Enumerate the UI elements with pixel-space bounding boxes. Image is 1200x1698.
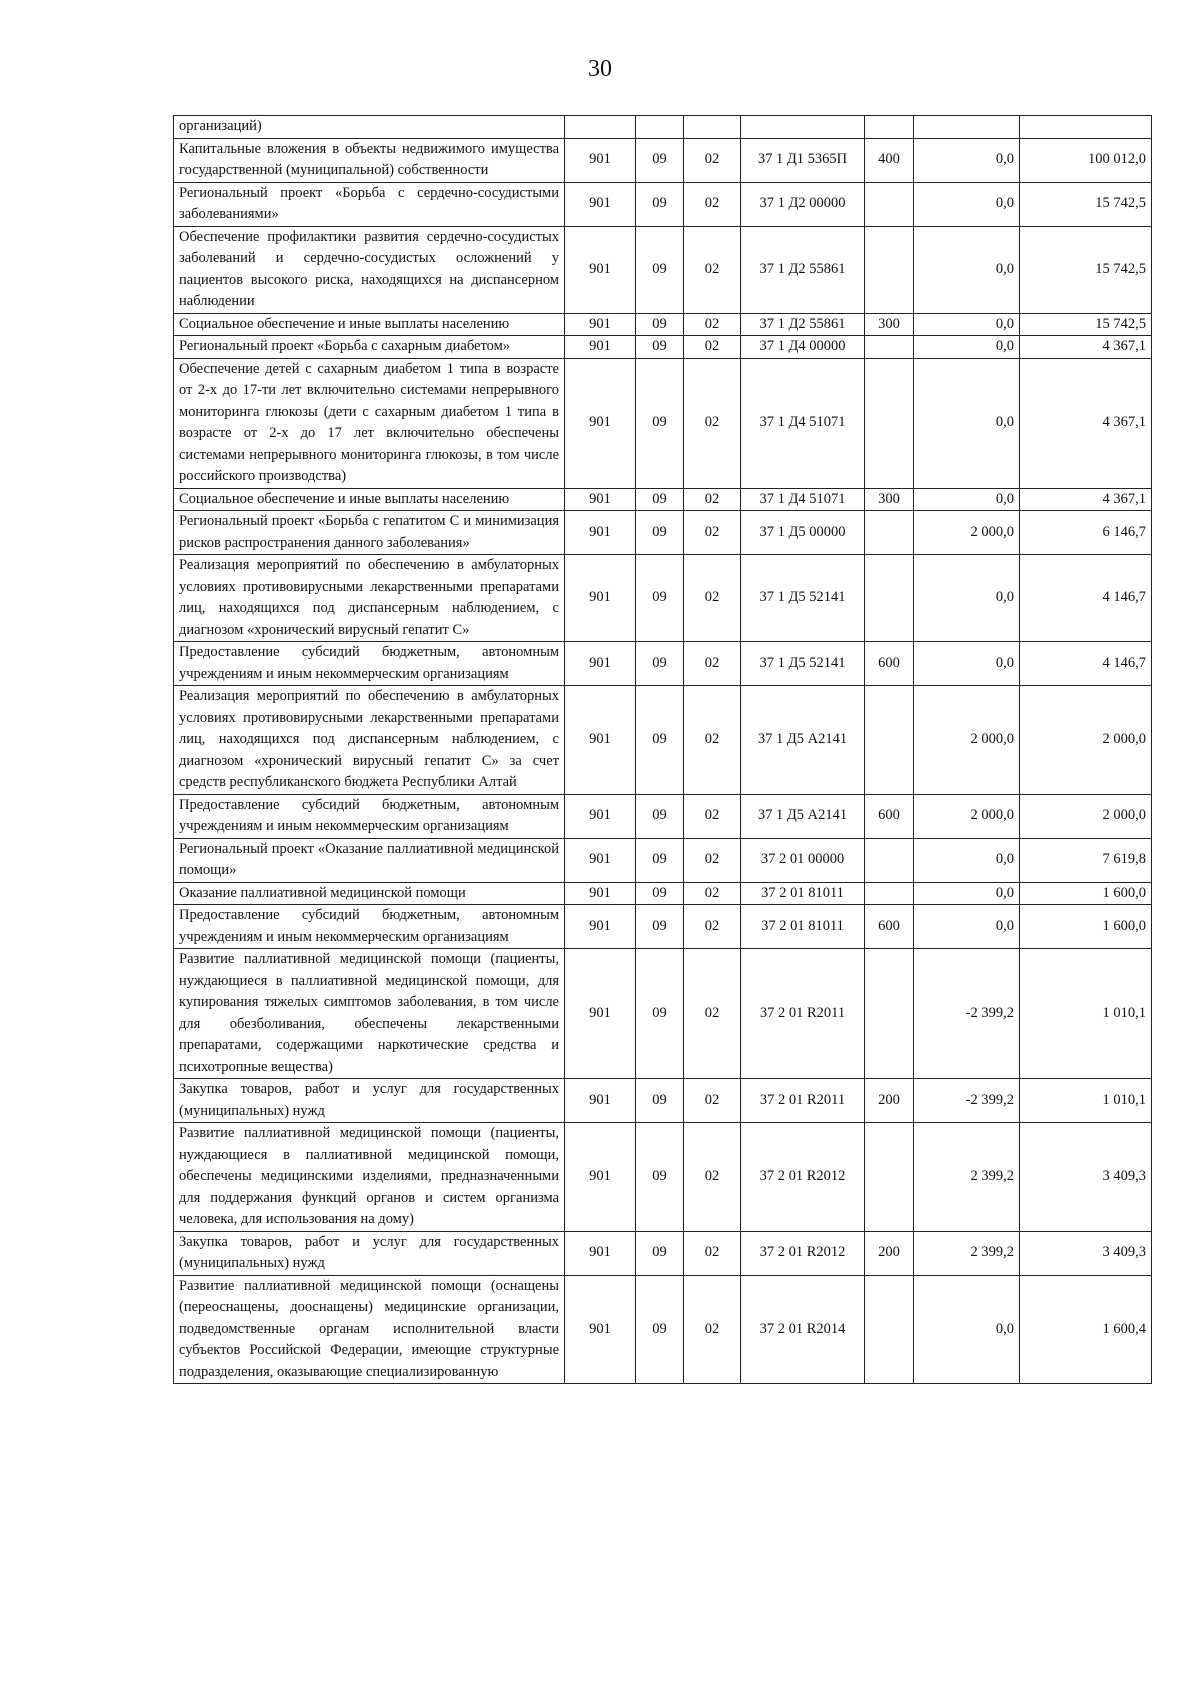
cell-target-article: 37 2 01 R2014: [741, 1275, 865, 1384]
cell-expense-type: [865, 1123, 914, 1232]
cell-section: 09: [636, 686, 684, 795]
cell-section: 09: [636, 1079, 684, 1123]
cell-amount-total: 1 010,1: [1020, 949, 1152, 1079]
cell-name: Социальное обеспечение и иные выплаты населению: [174, 313, 565, 336]
cell-subsection: 02: [684, 226, 741, 313]
cell-admin-code: 901: [565, 488, 636, 511]
cell-expense-type: [865, 511, 914, 555]
cell-target-article: 37 1 Д4 51071: [741, 488, 865, 511]
cell-amount-change: 0,0: [914, 138, 1020, 182]
cell-amount-total: 1 600,0: [1020, 882, 1152, 905]
table-row: [174, 905, 1152, 949]
cell-admin-code: 901: [565, 1275, 636, 1384]
cell-amount-change: 0,0: [914, 555, 1020, 642]
cell-subsection: [684, 116, 741, 139]
cell-admin-code: 901: [565, 838, 636, 882]
cell-expense-type: [865, 116, 914, 139]
cell-section: [636, 116, 684, 139]
cell-expense-type: 300: [865, 313, 914, 336]
cell-name: Обеспечение детей с сахарным диабетом 1 типа в возрасте от 2-х до 17-ти лет включительно системами непрерывного мониторинга глюкозы (дети с сахарным диабетом 1 типа в возрасте от 2-х до 17 лет включительно обеспечены системами непрерывного мониторинга глюкозы, в том числе российского производства): [174, 358, 565, 488]
cell-target-article: 37 1 Д5 А2141: [741, 686, 865, 795]
cell-admin-code: 901: [565, 905, 636, 949]
cell-section: 09: [636, 1123, 684, 1232]
cell-target-article: 37 2 01 81011: [741, 882, 865, 905]
cell-subsection: 02: [684, 882, 741, 905]
cell-name: Развитие паллиативной медицинской помощи (пациенты, нуждающиеся в паллиативной медицинской помощи, обеспечены медицинскими изделиями, предназначенными для поддержания функций органов и систем организма человека, для использования на дому): [174, 1123, 565, 1232]
cell-target-article: 37 1 Д2 00000: [741, 182, 865, 226]
cell-name: Капитальные вложения в объекты недвижимого имущества государственной (муниципальной) собственности: [174, 138, 565, 182]
cell-amount-total: 100 012,0: [1020, 138, 1152, 182]
cell-subsection: 02: [684, 511, 741, 555]
cell-subsection: 02: [684, 336, 741, 359]
table-body: [174, 116, 1152, 1384]
cell-amount-change: 0,0: [914, 488, 1020, 511]
table-row: [174, 1079, 1152, 1123]
table-row: [174, 182, 1152, 226]
cell-amount-total: 15 742,5: [1020, 226, 1152, 313]
cell-amount-change: 0,0: [914, 642, 1020, 686]
cell-amount-total: 3 409,3: [1020, 1231, 1152, 1275]
cell-target-article: 37 1 Д5 00000: [741, 511, 865, 555]
cell-amount-total: 15 742,5: [1020, 313, 1152, 336]
table-row: [174, 116, 1152, 139]
table-row: [174, 511, 1152, 555]
cell-admin-code: 901: [565, 1231, 636, 1275]
cell-amount-change: [914, 116, 1020, 139]
cell-subsection: 02: [684, 488, 741, 511]
cell-subsection: 02: [684, 686, 741, 795]
cell-name: Региональный проект «Оказание паллиативной медицинской помощи»: [174, 838, 565, 882]
cell-target-article: 37 2 01 R2011: [741, 1079, 865, 1123]
cell-admin-code: 901: [565, 882, 636, 905]
cell-amount-change: 2 000,0: [914, 686, 1020, 795]
cell-target-article: 37 1 Д4 51071: [741, 358, 865, 488]
cell-amount-total: 2 000,0: [1020, 686, 1152, 795]
cell-amount-change: 0,0: [914, 838, 1020, 882]
cell-subsection: 02: [684, 1275, 741, 1384]
cell-name: Развитие паллиативной медицинской помощи (оснащены (переоснащены, дооснащены) медицинские организации, подведомственные органам исполнительной власти субъектов Российской Федерации, имеющие структурные подразделения, оказывающие специализированную: [174, 1275, 565, 1384]
cell-subsection: 02: [684, 555, 741, 642]
cell-name: Обеспечение профилактики развития сердечно-сосудистых заболеваний и сердечно-сосудистых осложнений у пациентов высокого риска, находящихся на диспансерном наблюдении: [174, 226, 565, 313]
cell-amount-total: 15 742,5: [1020, 182, 1152, 226]
cell-target-article: 37 1 Д5 А2141: [741, 794, 865, 838]
cell-expense-type: [865, 1275, 914, 1384]
table-row: [174, 882, 1152, 905]
cell-target-article: 37 2 01 81011: [741, 905, 865, 949]
cell-section: 09: [636, 642, 684, 686]
cell-amount-change: 0,0: [914, 226, 1020, 313]
budget-table: [173, 115, 1152, 1384]
cell-expense-type: [865, 838, 914, 882]
cell-target-article: [741, 116, 865, 139]
cell-target-article: 37 1 Д2 55861: [741, 313, 865, 336]
cell-expense-type: 200: [865, 1231, 914, 1275]
cell-admin-code: 901: [565, 511, 636, 555]
cell-subsection: 02: [684, 1079, 741, 1123]
cell-subsection: 02: [684, 838, 741, 882]
cell-name: Региональный проект «Борьба с гепатитом С и минимизация рисков распространения данного заболевания»: [174, 511, 565, 555]
cell-section: 09: [636, 794, 684, 838]
cell-admin-code: 901: [565, 1123, 636, 1232]
cell-subsection: 02: [684, 1123, 741, 1232]
table-row: [174, 358, 1152, 488]
cell-admin-code: 901: [565, 1079, 636, 1123]
cell-admin-code: 901: [565, 336, 636, 359]
cell-amount-change: 2 399,2: [914, 1123, 1020, 1232]
table-row: [174, 686, 1152, 795]
cell-subsection: 02: [684, 182, 741, 226]
cell-target-article: 37 2 01 R2011: [741, 949, 865, 1079]
cell-amount-total: 3 409,3: [1020, 1123, 1152, 1232]
cell-name: Закупка товаров, работ и услуг для государственных (муниципальных) нужд: [174, 1079, 565, 1123]
cell-amount-change: 0,0: [914, 182, 1020, 226]
cell-admin-code: 901: [565, 138, 636, 182]
cell-amount-total: 1 600,0: [1020, 905, 1152, 949]
cell-amount-total: 1 600,4: [1020, 1275, 1152, 1384]
table-row: [174, 226, 1152, 313]
cell-admin-code: 901: [565, 949, 636, 1079]
table-row: [174, 488, 1152, 511]
table-row: [174, 138, 1152, 182]
cell-amount-total: 2 000,0: [1020, 794, 1152, 838]
cell-expense-type: 200: [865, 1079, 914, 1123]
cell-target-article: 37 2 01 R2012: [741, 1231, 865, 1275]
cell-expense-type: 300: [865, 488, 914, 511]
cell-expense-type: 400: [865, 138, 914, 182]
cell-target-article: 37 1 Д5 52141: [741, 642, 865, 686]
cell-expense-type: 600: [865, 642, 914, 686]
cell-section: 09: [636, 488, 684, 511]
table-row: [174, 555, 1152, 642]
cell-name: Предоставление субсидий бюджетным, автономным учреждениям и иным некоммерческим организациям: [174, 794, 565, 838]
cell-target-article: 37 1 Д2 55861: [741, 226, 865, 313]
cell-name: Региональный проект «Борьба с сахарным диабетом»: [174, 336, 565, 359]
cell-section: 09: [636, 882, 684, 905]
cell-section: 09: [636, 358, 684, 488]
table-row: [174, 642, 1152, 686]
cell-amount-total: 4 146,7: [1020, 642, 1152, 686]
cell-section: 09: [636, 1275, 684, 1384]
cell-amount-total: 4 367,1: [1020, 488, 1152, 511]
cell-section: 09: [636, 555, 684, 642]
cell-subsection: 02: [684, 1231, 741, 1275]
cell-section: 09: [636, 313, 684, 336]
cell-target-article: 37 1 Д1 5365П: [741, 138, 865, 182]
cell-subsection: 02: [684, 905, 741, 949]
cell-subsection: 02: [684, 313, 741, 336]
cell-name: Региональный проект «Борьба с сердечно-сосудистыми заболеваниями»: [174, 182, 565, 226]
cell-name: организаций): [174, 116, 565, 139]
cell-target-article: 37 2 01 R2012: [741, 1123, 865, 1232]
cell-subsection: 02: [684, 138, 741, 182]
table-row: [174, 1123, 1152, 1232]
cell-section: 09: [636, 838, 684, 882]
cell-target-article: 37 2 01 00000: [741, 838, 865, 882]
cell-amount-total: 4 146,7: [1020, 555, 1152, 642]
cell-section: 09: [636, 226, 684, 313]
cell-amount-total: 7 619,8: [1020, 838, 1152, 882]
cell-amount-change: 0,0: [914, 313, 1020, 336]
cell-name: Развитие паллиативной медицинской помощи (пациенты, нуждающиеся в паллиативной медицинской помощи, для купирования тяжелых симптомов заболевания, в том числе для обезболивания, обеспечены лекарственными препаратами, содержащими наркотические средства и психотропные вещества): [174, 949, 565, 1079]
cell-subsection: 02: [684, 642, 741, 686]
cell-subsection: 02: [684, 794, 741, 838]
cell-amount-change: 0,0: [914, 358, 1020, 488]
cell-amount-total: 6 146,7: [1020, 511, 1152, 555]
cell-expense-type: [865, 949, 914, 1079]
cell-amount-change: 2 000,0: [914, 794, 1020, 838]
cell-expense-type: [865, 555, 914, 642]
cell-expense-type: [865, 336, 914, 359]
cell-expense-type: 600: [865, 905, 914, 949]
cell-section: 09: [636, 182, 684, 226]
cell-section: 09: [636, 949, 684, 1079]
cell-amount-change: -2 399,2: [914, 949, 1020, 1079]
cell-expense-type: [865, 358, 914, 488]
cell-admin-code: 901: [565, 313, 636, 336]
cell-name: Предоставление субсидий бюджетным, автономным учреждениям и иным некоммерческим организациям: [174, 905, 565, 949]
cell-amount-change: 0,0: [914, 1275, 1020, 1384]
cell-admin-code: [565, 116, 636, 139]
cell-amount-total: 4 367,1: [1020, 336, 1152, 359]
cell-expense-type: 600: [865, 794, 914, 838]
cell-section: 09: [636, 138, 684, 182]
cell-section: 09: [636, 1231, 684, 1275]
cell-name: Социальное обеспечение и иные выплаты населению: [174, 488, 565, 511]
cell-subsection: 02: [684, 358, 741, 488]
cell-amount-change: 2 000,0: [914, 511, 1020, 555]
cell-admin-code: 901: [565, 686, 636, 795]
cell-section: 09: [636, 511, 684, 555]
cell-subsection: 02: [684, 949, 741, 1079]
table-row: [174, 336, 1152, 359]
cell-target-article: 37 1 Д4 00000: [741, 336, 865, 359]
table-row: [174, 1231, 1152, 1275]
cell-name: Предоставление субсидий бюджетным, автономным учреждениям и иным некоммерческим организациям: [174, 642, 565, 686]
cell-name: Закупка товаров, работ и услуг для государственных (муниципальных) нужд: [174, 1231, 565, 1275]
cell-admin-code: 901: [565, 226, 636, 313]
cell-amount-change: 0,0: [914, 336, 1020, 359]
cell-amount-change: 0,0: [914, 905, 1020, 949]
table-row: [174, 313, 1152, 336]
table-row: [174, 838, 1152, 882]
cell-amount-change: 2 399,2: [914, 1231, 1020, 1275]
cell-admin-code: 901: [565, 794, 636, 838]
cell-amount-total: [1020, 116, 1152, 139]
cell-amount-change: -2 399,2: [914, 1079, 1020, 1123]
cell-expense-type: [865, 686, 914, 795]
cell-amount-total: 4 367,1: [1020, 358, 1152, 488]
cell-name: Реализация мероприятий по обеспечению в амбулаторных условиях противовирусными лекарственными препаратами лиц, находящихся под диспансерным наблюдением, с диагнозом «хронический вирусный гепатит С» за счет средств республиканского бюджета Республики Алтай: [174, 686, 565, 795]
cell-admin-code: 901: [565, 642, 636, 686]
cell-target-article: 37 1 Д5 52141: [741, 555, 865, 642]
cell-name: Реализация мероприятий по обеспечению в амбулаторных условиях противовирусными лекарственными препаратами лиц, находящихся под диспансерным наблюдением, с диагнозом «хронический вирусный гепатит С»: [174, 555, 565, 642]
cell-section: 09: [636, 905, 684, 949]
cell-amount-change: 0,0: [914, 882, 1020, 905]
cell-expense-type: [865, 882, 914, 905]
table-row: [174, 949, 1152, 1079]
cell-admin-code: 901: [565, 555, 636, 642]
page-number: 30: [588, 56, 612, 82]
cell-name: Оказание паллиативной медицинской помощи: [174, 882, 565, 905]
cell-amount-total: 1 010,1: [1020, 1079, 1152, 1123]
cell-admin-code: 901: [565, 182, 636, 226]
table-row: [174, 1275, 1152, 1384]
cell-expense-type: [865, 182, 914, 226]
cell-section: 09: [636, 336, 684, 359]
cell-expense-type: [865, 226, 914, 313]
table-row: [174, 794, 1152, 838]
cell-admin-code: 901: [565, 358, 636, 488]
